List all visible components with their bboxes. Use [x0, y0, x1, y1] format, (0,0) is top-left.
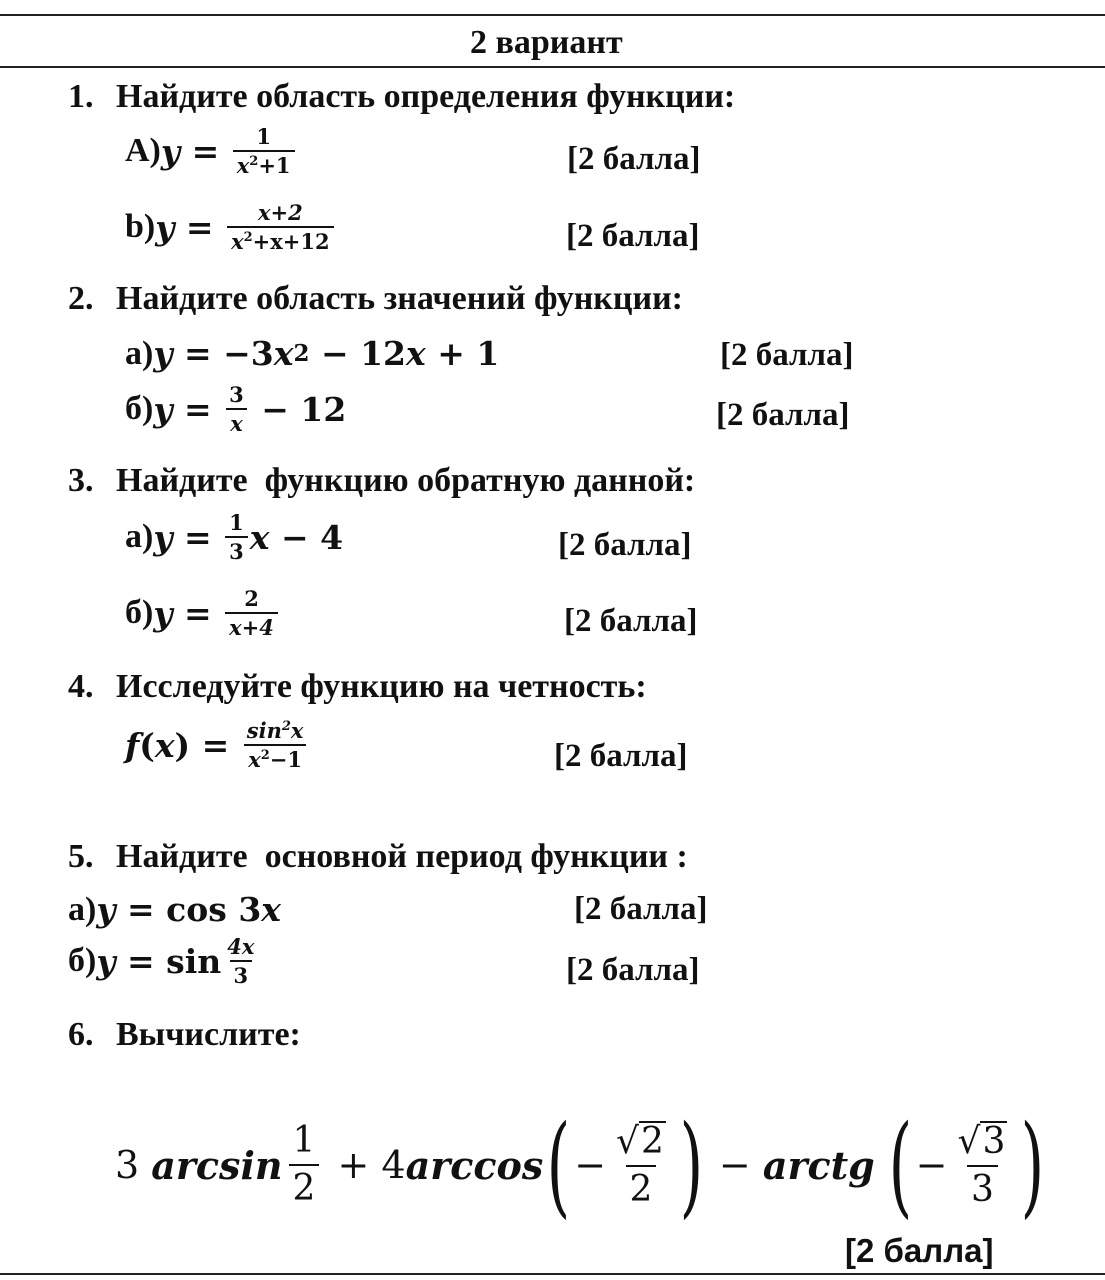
var-y: y: [153, 517, 173, 557]
plus: +: [325, 1143, 382, 1187]
question-1: [68, 78, 735, 116]
var-x: x: [249, 517, 270, 557]
numerator: 2: [244, 586, 259, 611]
question-text: Вычислите:: [116, 1016, 301, 1053]
right-paren: ): [679, 1101, 704, 1229]
denominator: 3: [967, 1165, 998, 1209]
fraction: [243, 720, 308, 770]
numerator: x+2: [257, 200, 303, 225]
question-number: 2.: [68, 280, 94, 317]
equals: =: [174, 207, 226, 247]
question-3: [68, 462, 695, 500]
question-text: Найдите основной период функции :: [116, 838, 688, 875]
q3-item-b: [125, 588, 280, 638]
points-q1b: [2 балла]: [566, 218, 700, 254]
denominator: 3: [225, 536, 248, 562]
bottom-rule: [0, 1273, 1105, 1275]
minus: −: [574, 1143, 607, 1187]
func-arctg: arctg: [762, 1142, 875, 1188]
coefficient: 3: [115, 1143, 152, 1187]
points-q5b: [2 балла]: [566, 952, 700, 988]
left-paren: (: [888, 1101, 912, 1229]
equals: =: [172, 389, 224, 429]
question-text: Найдите функцию обратную данной:: [116, 462, 696, 499]
numerator: 1: [292, 1120, 316, 1162]
equals: =: [180, 131, 231, 171]
radicand: 2: [641, 1121, 664, 1163]
fraction: [289, 1122, 320, 1208]
question-number: 3.: [68, 462, 94, 499]
var-x: x: [154, 725, 175, 765]
numerator: 1: [229, 510, 244, 535]
q3-item-a: [125, 512, 343, 562]
q1-item-a: [125, 126, 297, 176]
equals: =: [172, 593, 224, 633]
equals: =: [190, 725, 241, 765]
fraction: [225, 588, 278, 638]
expr-part: = sin: [115, 941, 222, 981]
var-y: y: [155, 207, 175, 247]
fraction: [225, 384, 248, 434]
right-paren: ): [1021, 1101, 1045, 1229]
denominator: 2: [626, 1165, 657, 1209]
exponent: 2: [293, 340, 310, 367]
item-label: б): [125, 594, 154, 631]
func-f: f: [125, 725, 140, 765]
points-q2a: [2 балла]: [720, 337, 854, 373]
var-y: y: [153, 334, 173, 373]
fraction: [233, 126, 295, 176]
q1-item-b: [125, 202, 336, 252]
points-q6: [2 балла]: [845, 1232, 994, 1269]
equals: =: [172, 517, 224, 557]
numerator: 1: [256, 124, 271, 149]
expr-part: − 12: [249, 389, 347, 429]
paren: ): [174, 725, 191, 765]
minus: −: [706, 1143, 763, 1187]
minus: −: [915, 1143, 948, 1187]
expr-part: − 12: [309, 334, 407, 373]
expr-part: + 1: [425, 334, 500, 373]
denominator: x: [226, 408, 247, 434]
expr-part: = cos 3: [115, 890, 262, 929]
fraction: [954, 1121, 1012, 1209]
expr-part: − 4: [269, 517, 344, 557]
numerator: [954, 1121, 1012, 1165]
numerator: 3: [229, 382, 244, 407]
question-6: [68, 1016, 301, 1054]
var-y: y: [96, 890, 116, 929]
q2-item-b: [125, 384, 346, 434]
item-label: a): [125, 518, 154, 555]
fraction: [612, 1121, 670, 1209]
func-arcsin: arcsin: [151, 1142, 283, 1188]
var-y: y: [153, 389, 173, 429]
question-2: [68, 280, 683, 318]
points-q5a: [2 балла]: [574, 891, 708, 927]
item-label: б): [68, 942, 97, 979]
points-q4: [2 балла]: [554, 738, 688, 774]
item-label: a): [125, 334, 154, 372]
fraction: [225, 512, 248, 562]
points-q3b: [2 балла]: [564, 603, 698, 639]
coefficient: 4: [381, 1143, 406, 1187]
denominator: $x^2+x+12$: [227, 226, 334, 252]
points-q3a: [2 балла]: [558, 527, 692, 563]
item-label: b): [125, 208, 156, 245]
fraction: [223, 936, 258, 986]
q5-item-b: [68, 936, 260, 986]
func-arccos: arccos: [405, 1142, 544, 1188]
denominator: 2: [289, 1164, 320, 1208]
question-number: 5.: [68, 838, 94, 875]
sqrt-symbol: √: [616, 1121, 639, 1163]
var-y: y: [160, 131, 181, 171]
fraction: [227, 202, 334, 252]
sqrt-symbol: √: [957, 1121, 981, 1163]
points-q2b: [2 балла]: [716, 397, 850, 433]
paren: (: [139, 725, 155, 765]
q5-item-a: [68, 890, 281, 929]
radicand: 3: [982, 1121, 1006, 1163]
page-title: 2 вариант: [470, 24, 623, 61]
var-x: x: [261, 890, 281, 929]
question-text: Найдите область значений функции:: [116, 280, 683, 317]
question-number: 4.: [68, 668, 94, 705]
title-rule: [0, 66, 1105, 68]
top-rule: [0, 14, 1105, 16]
numerator: $\sin^2x$: [246, 718, 304, 743]
denominator: x+4: [225, 612, 278, 638]
var-x: x: [273, 334, 294, 373]
question-5: [68, 838, 688, 876]
question-text: Исследуйте функцию на четность:: [116, 668, 647, 705]
points-q1a: [2 балла]: [567, 141, 701, 177]
q6-expression: [115, 1100, 1048, 1230]
left-paren: (: [546, 1101, 571, 1229]
numerator: 4x: [227, 934, 255, 959]
var-x: x: [406, 334, 426, 373]
expr-part: = −3: [172, 334, 274, 373]
denominator: $x^2+1$: [233, 150, 295, 176]
denominator: $x^2-1$: [244, 744, 306, 770]
numerator: [612, 1121, 670, 1165]
item-label: a): [68, 890, 97, 928]
item-label: A): [125, 132, 161, 169]
denominator: 3: [230, 960, 253, 986]
var-y: y: [96, 941, 116, 981]
question-text: Найдите область определения функции:: [116, 78, 736, 115]
item-label: б): [125, 390, 154, 427]
q2-item-a: [125, 334, 499, 373]
q4-formula: [125, 720, 309, 770]
question-number: 6.: [68, 1016, 94, 1053]
question-4: [68, 668, 647, 706]
question-number: 1.: [68, 78, 94, 115]
var-y: y: [153, 593, 173, 633]
